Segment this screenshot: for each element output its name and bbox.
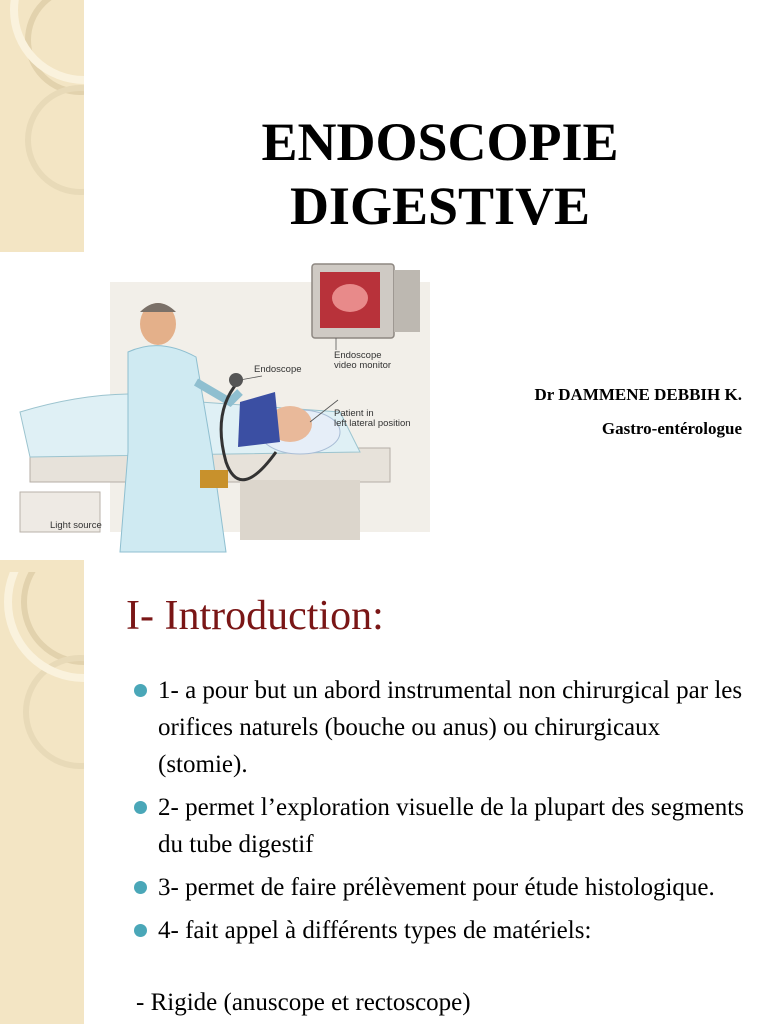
label-patient-line-1: Patient in <box>334 408 374 419</box>
bullet-dot-icon <box>134 684 147 697</box>
author-block <box>535 378 742 446</box>
list-item <box>132 672 752 783</box>
decorative-rings-icon <box>0 572 84 1024</box>
bullet-text: 1- a pour but un abord instrumental non chirurgical par les orifices naturels (bouche ou anus) ou chirurgicaux (stomie). <box>158 677 743 778</box>
bullet-text: 4- fait appel à différents types de matériels: <box>158 917 592 944</box>
bullet-text: 3- permet de faire prélèvement pour étude histologique. <box>158 874 715 901</box>
label-monitor-line-2: video monitor <box>334 360 392 371</box>
list-item <box>132 789 752 863</box>
label-light-source: Light source <box>50 520 102 531</box>
author-name: Dr DAMMENE DEBBIH K. <box>534 385 742 404</box>
section-title: I- Introduction: <box>126 593 384 639</box>
list-item <box>132 912 752 949</box>
author-role: Gastro-entérologue <box>601 419 742 438</box>
bullet-dot-icon <box>134 801 147 814</box>
label-patient-line-2: left lateral position <box>334 418 411 429</box>
slide-title <box>200 110 680 238</box>
bullet-list <box>132 672 752 955</box>
introduction-slide <box>0 572 768 1024</box>
label-endoscope: Endoscope <box>254 364 302 375</box>
sub-item-rigide: - Rigide (anuscope et rectoscope) <box>136 989 471 1016</box>
title-line-1: ENDOSCOPIE <box>261 112 619 172</box>
list-item <box>132 869 752 906</box>
endoscopy-illustration <box>0 252 440 560</box>
bullet-dot-icon <box>134 924 147 937</box>
label-monitor-line-1: Endoscope <box>334 350 382 361</box>
bullet-text: 2- permet l’exploration visuelle de la plupart des segments du tube digestif <box>158 794 744 858</box>
title-line-2: DIGESTIVE <box>289 176 591 236</box>
bullet-dot-icon <box>134 881 147 894</box>
decorative-rings-icon <box>0 0 84 252</box>
decorative-side-band <box>0 572 84 1024</box>
endoscopy-scene-icon <box>0 252 440 560</box>
